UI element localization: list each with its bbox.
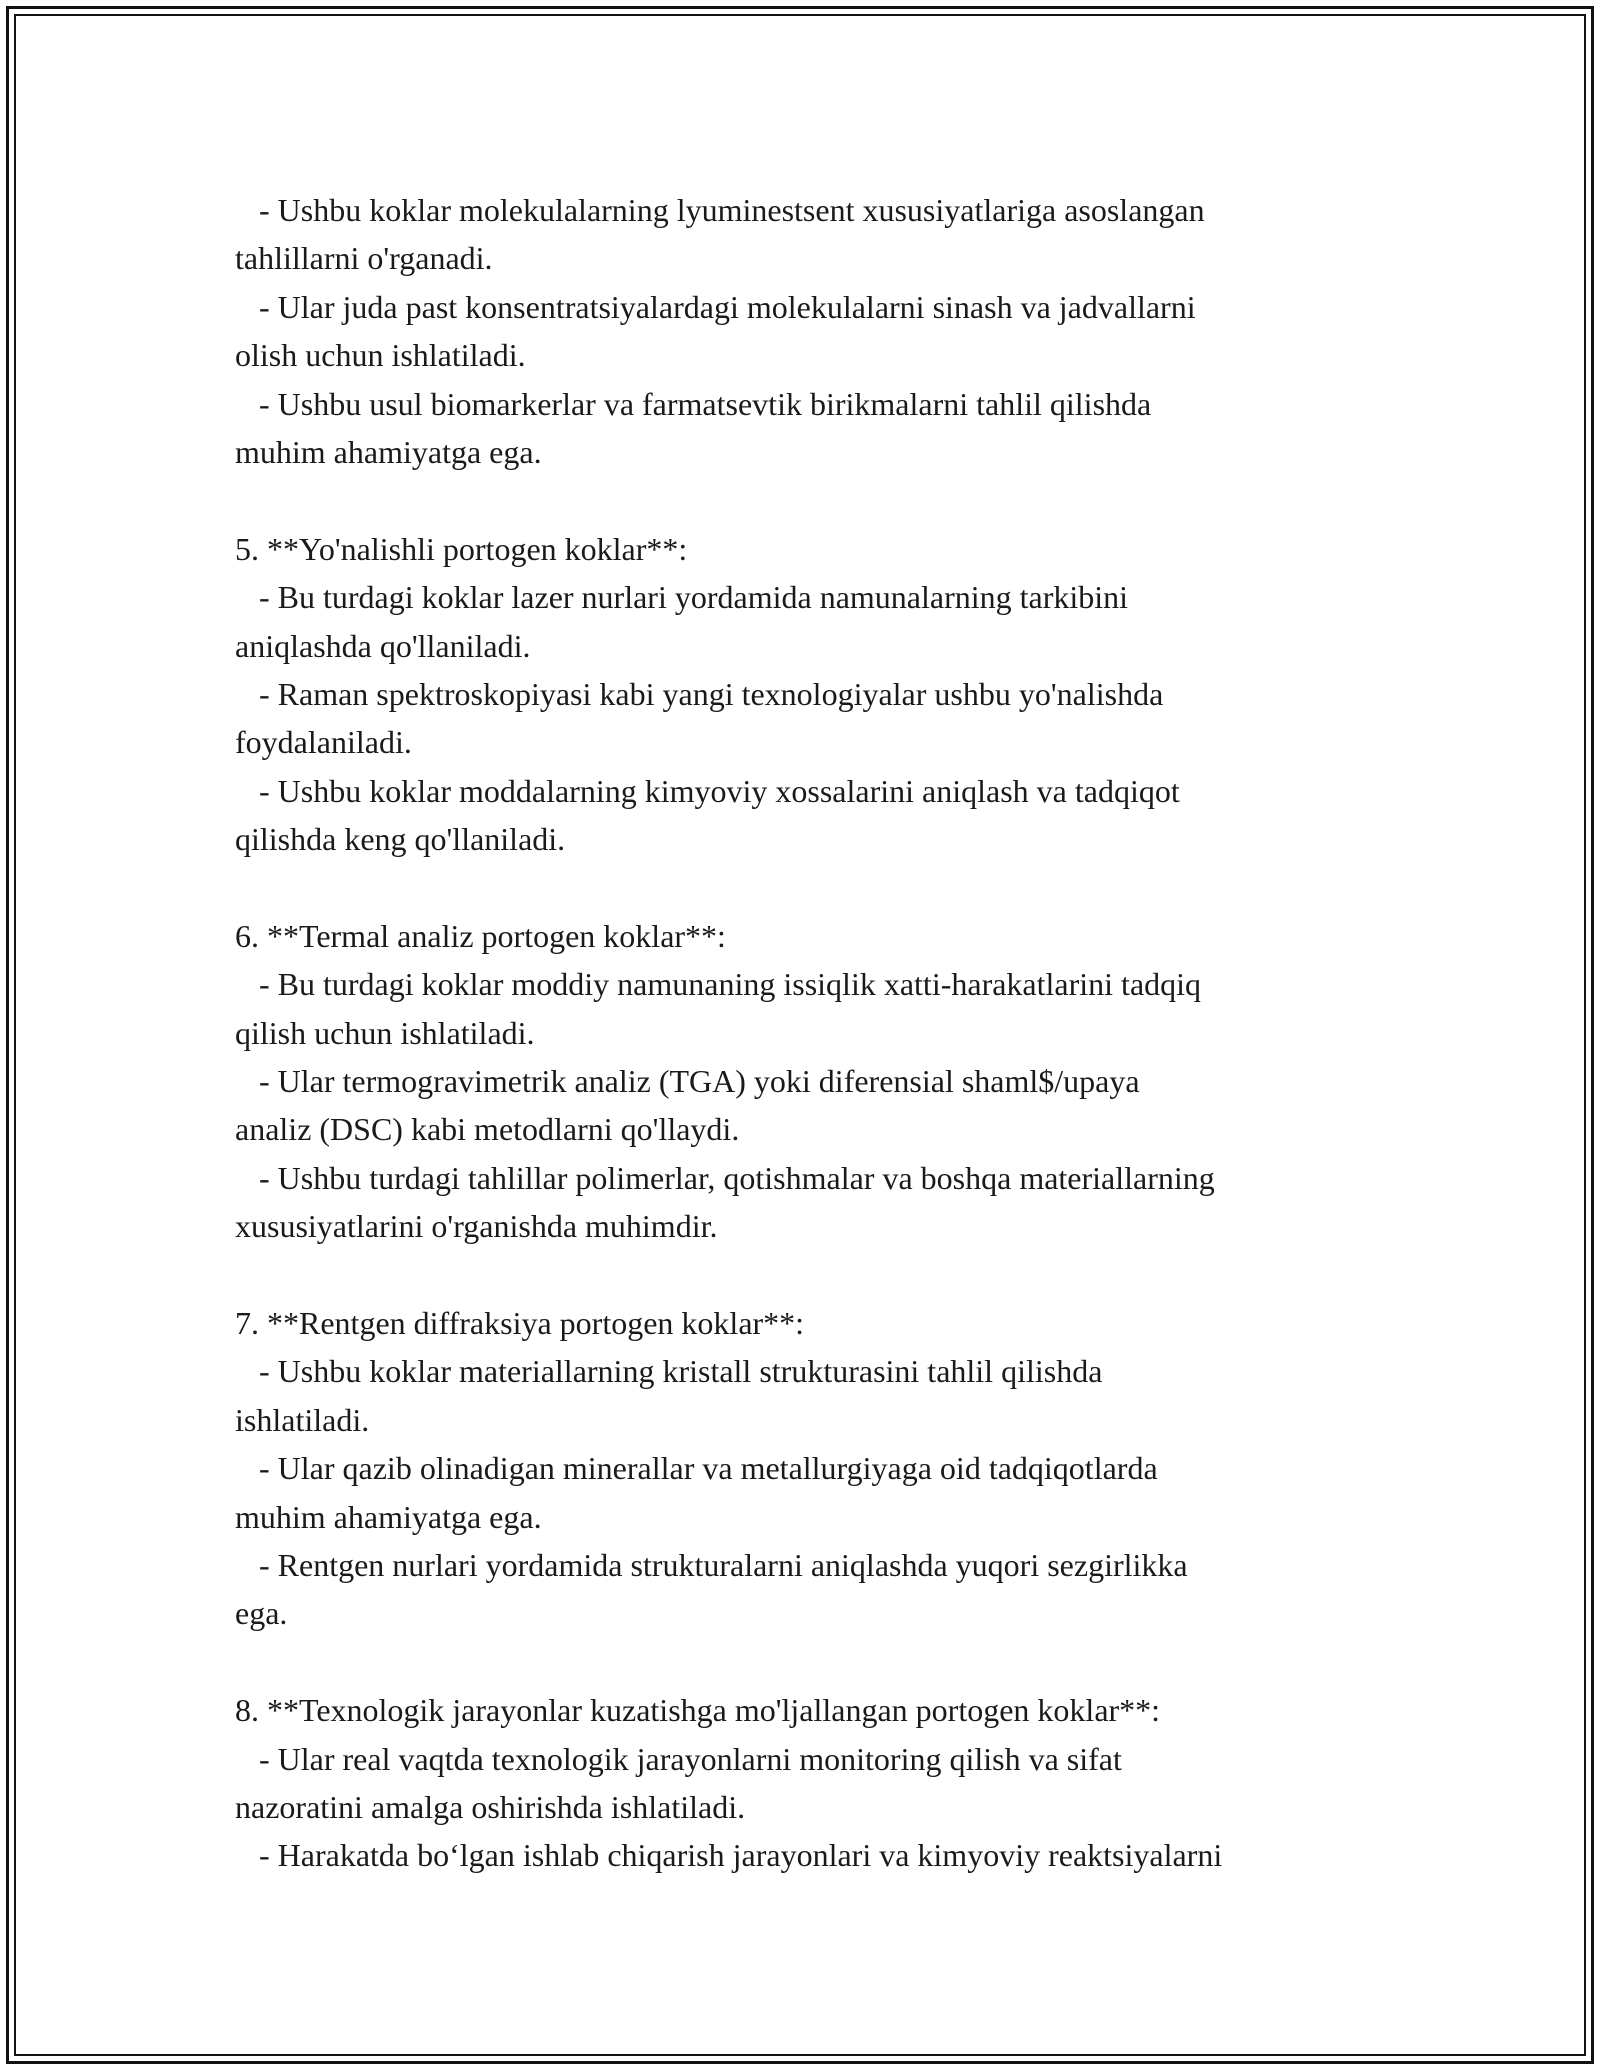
text-line: - Ular juda past konsentratsiyalardagi molekulalarni sinash va jadvallarni: [235, 288, 1196, 325]
text-line: xususiyatlarini o'rganishda muhimdir.: [235, 1208, 718, 1245]
text-line: - Ular termogravimetrik analiz (TGA) yoki diferensial shaml$/upaya: [235, 1063, 1140, 1100]
text-line: olish uchun ishlatiladi.: [235, 337, 526, 374]
blank-line: [235, 863, 1395, 911]
text-line: - Rentgen nurlari yordamida strukturalarni aniqlashda yuqori sezgirlikka: [235, 1546, 1188, 1583]
section-heading-6: 6. **Termal analiz portogen koklar**:: [235, 917, 726, 954]
text-line: - Bu turdagi koklar moddiy namunaning issiqlik xatti-harakatlarini tadqiq: [235, 966, 1202, 1003]
text-line: qilish uchun ishlatiladi.: [235, 1014, 535, 1051]
section-heading-7: 7. **Rentgen diffraksiya portogen koklar**:: [235, 1304, 805, 1341]
text-line: analiz (DSC) kabi metodlarni qo'llaydi.: [235, 1111, 740, 1148]
text-line: ega.: [235, 1595, 288, 1632]
text-line: - Ushbu usul biomarkerlar va farmatsevtik birikmalarni tahlil qilishda: [235, 385, 1152, 422]
text-line: - Ushbu koklar moddalarning kimyoviy xossalarini aniqlash va tadqiqot: [235, 772, 1180, 809]
text-line: - Ushbu koklar materiallarning kristall strukturasini tahlil qilishda: [235, 1353, 1103, 1390]
blank-line: [235, 1251, 1395, 1299]
text-line: muhim ahamiyatga ega.: [235, 1498, 542, 1535]
document-body: [235, 186, 1395, 1880]
blank-line: [235, 476, 1395, 524]
blank-line: [235, 1638, 1395, 1686]
text-line: - Raman spektroskopiyasi kabi yangi texnologiyalar ushbu yo'nalishda: [235, 675, 1164, 712]
text-line: foydalaniladi.: [235, 724, 412, 761]
text-line: - Bu turdagi koklar lazer nurlari yordamida namunalarning tarkibini: [235, 579, 1129, 616]
section-heading-5: 5. **Yo'nalishli portogen koklar**:: [235, 530, 688, 567]
text-line: - Ular qazib olinadigan minerallar va metallurgiyaga oid tadqiqotlarda: [235, 1450, 1158, 1487]
text-line: nazoratini amalga oshirishda ishlatiladi.: [235, 1788, 746, 1825]
text-line: muhim ahamiyatga ega.: [235, 433, 542, 470]
text-line: - Ular real vaqtda texnologik jarayonlarni monitoring qilish va sifat: [235, 1740, 1122, 1777]
section-heading-8: 8. **Texnologik jarayonlar kuzatishga mo'ljallangan portogen koklar**:: [235, 1692, 1161, 1729]
text-line: ishlatiladi.: [235, 1401, 370, 1438]
text-line: qilishda keng qo'llaniladi.: [235, 821, 566, 858]
text-line: tahlillarni o'rganadi.: [235, 240, 493, 277]
text-line: - Harakatda bo‘lgan ishlab chiqarish jarayonlari va kimyoviy reaktsiyalarni: [235, 1837, 1223, 1874]
text-line: aniqlashda qo'llaniladi.: [235, 627, 531, 664]
text-line: - Ushbu turdagi tahlillar polimerlar, qotishmalar va boshqa materiallarning: [235, 1159, 1215, 1196]
text-line: - Ushbu koklar molekulalarning lyuminestsent xususiyatlariga asoslangan: [235, 192, 1205, 228]
